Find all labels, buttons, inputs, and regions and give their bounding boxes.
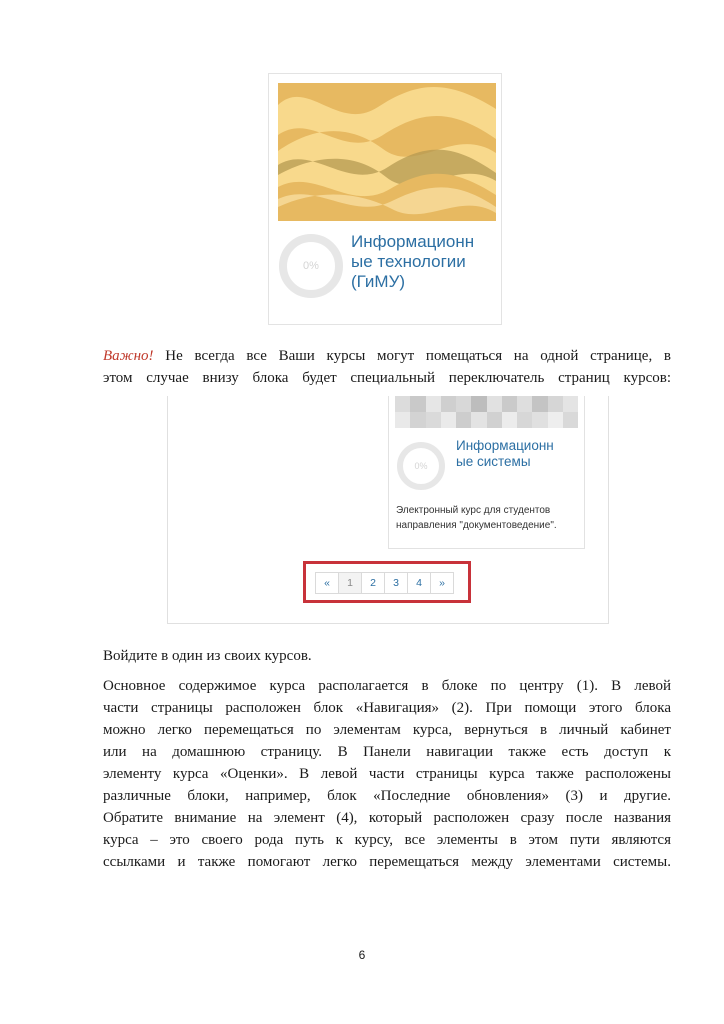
course-title-line: (ГиМУ) <box>351 272 406 292</box>
paragraph-line: части страницы расположен блок «Навигация» (2). При помощи этого блока <box>103 700 671 716</box>
course-title-line: Информационн <box>351 232 475 251</box>
course-progress-value: 0% <box>414 461 428 471</box>
course-title-line: Информационн <box>456 438 554 453</box>
course-card-is[interactable] <box>388 396 585 549</box>
paragraph-line: Основное содержимое курса располагается в блоке по центру (1). В левой <box>103 678 671 694</box>
paragraph-line: Обратите внимание на элемент (4), который расположен сразу после названия <box>103 810 671 826</box>
pager-next-button[interactable]: » <box>430 572 454 594</box>
course-title-line: ые технологии <box>351 252 466 272</box>
important-label: Важно! <box>103 348 154 364</box>
page-number: 6 <box>358 948 366 962</box>
course-title-link[interactable] <box>351 232 499 292</box>
paragraph-line: курса – это своего рода путь к курсу, все элементы в этом пути являются <box>103 832 671 848</box>
pager-page-1[interactable]: 1 <box>338 572 362 594</box>
course-description-line: направления "документоведение". <box>396 520 557 531</box>
enter-course-paragraph <box>103 645 671 667</box>
paragraph-line: различные блоки, например, блок «Последние обновления» (3) и другие. <box>103 788 671 804</box>
important-note <box>103 345 671 389</box>
course-pagination <box>316 572 454 594</box>
enter-course-text: Войдите в один из своих курсов. <box>103 648 312 664</box>
course-description <box>396 503 580 533</box>
course-title-line: ые системы <box>456 453 531 469</box>
pager-prev-button[interactable]: « <box>315 572 339 594</box>
course-layout-paragraph <box>103 675 671 873</box>
pager-page-4[interactable]: 4 <box>407 572 431 594</box>
paragraph-line: можно легко перемещаться по элементам курса, вернуться в личный кабинет <box>103 722 671 738</box>
note-line-2: этом случае внизу блока будет специальный переключатель страниц курсов: <box>103 370 671 386</box>
course-progress-ring <box>397 442 445 490</box>
course-banner-pixelated <box>395 396 578 428</box>
note-line-1 <box>103 345 671 367</box>
paragraph-line: или на домашнюю страницу. В Панели навигации также есть доступ к <box>103 744 671 760</box>
course-title-link[interactable] <box>456 438 584 470</box>
note-line-1-text: Не всегда все Ваши курсы могут помещаться на одной странице, в <box>153 348 671 364</box>
course-progress-ring <box>279 234 343 298</box>
pager-page-2[interactable]: 2 <box>361 572 385 594</box>
paragraph-line: элементу курса «Оценки». В левой части страницы курса также расположены <box>103 766 671 782</box>
course-card-it-gimu[interactable] <box>268 73 502 325</box>
pager-page-3[interactable]: 3 <box>384 572 408 594</box>
pager-screenshot <box>167 396 609 624</box>
paragraph-line: ссылками и также помогают легко перемещаться между элементами системы. <box>103 854 671 870</box>
course-banner-image <box>278 83 496 221</box>
course-progress-value: 0% <box>303 260 319 272</box>
pager-highlight-frame <box>303 561 471 603</box>
course-description-line: Электронный курс для студентов <box>396 505 551 516</box>
